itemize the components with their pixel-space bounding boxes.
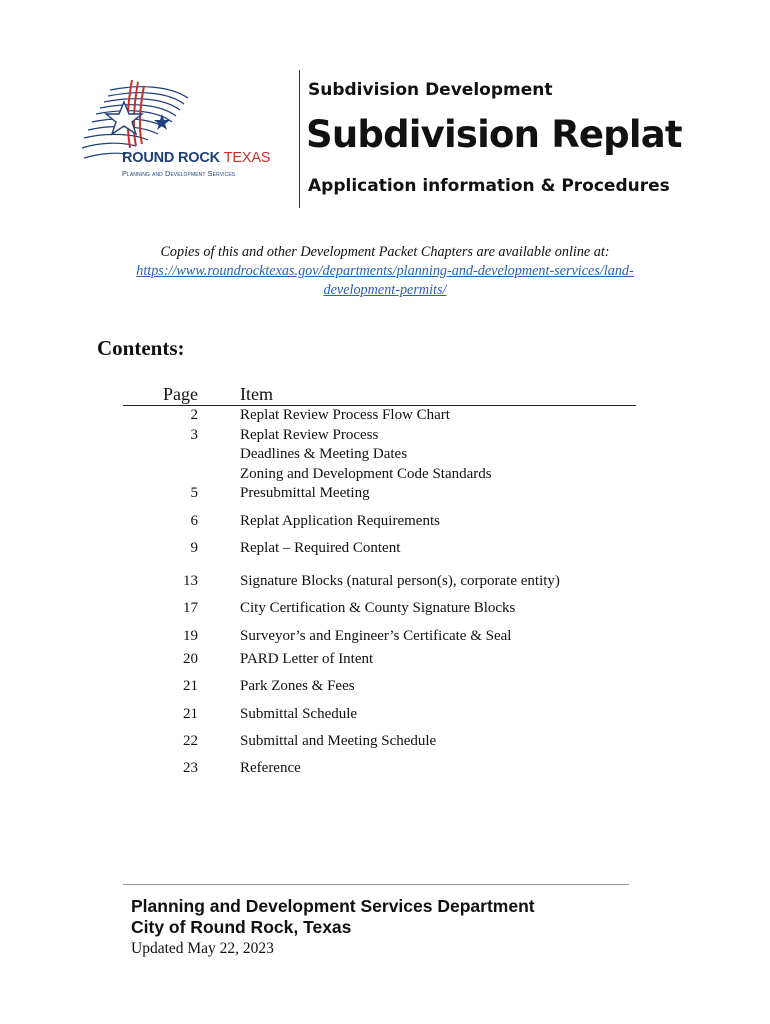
toc-page: 6 <box>190 513 198 529</box>
item-column-header: Item <box>240 384 273 404</box>
toc-item: Submittal Schedule <box>240 706 358 722</box>
toc-item: Replat Application Requirements <box>240 513 440 529</box>
header-divider <box>299 70 300 208</box>
toc-item: Presubmittal Meeting <box>240 485 370 501</box>
toc-item: Zoning and Development Code Standards <box>240 466 492 482</box>
toc-page: 19 <box>183 628 198 644</box>
footer-rule <box>123 884 629 885</box>
page-column-header: Page <box>163 384 198 404</box>
toc-item: Surveyor’s and Engineer’s Certificate & Seal <box>240 628 512 644</box>
packet-link[interactable]: https://www.roundrocktexas.gov/departments/planning-and-development-services/land- development-permits/ <box>136 263 634 298</box>
toc-item: Deadlines & Meeting Dates <box>240 446 408 462</box>
toc-item: City Certification & County Signature Blocks <box>240 600 516 616</box>
toc-item: Replat – Required Content <box>240 540 401 556</box>
logo-wordmark: ROUND ROCK TEXAS <box>122 150 271 166</box>
toc-page: 3 <box>190 427 198 443</box>
toc-page: 22 <box>183 733 198 749</box>
toc-page: 23 <box>183 760 198 776</box>
toc-item: Replat Review Process <box>240 427 379 443</box>
city-logo <box>80 76 292 188</box>
header-subtitle: Subdivision Development <box>308 80 553 100</box>
toc-page: 13 <box>183 573 198 589</box>
copies-text: Copies of this and other Development Packet Chapters are available online at: <box>160 244 610 260</box>
copies-note <box>80 243 690 300</box>
toc-page: 5 <box>190 485 198 501</box>
page-title: Subdivision Replat <box>306 113 682 156</box>
toc-page: 9 <box>190 540 198 556</box>
toc-page: 20 <box>183 651 198 667</box>
header-description: Application information & Procedures <box>308 176 670 196</box>
toc-item: Signature Blocks (natural person(s), corporate entity) <box>240 573 560 589</box>
toc-item: Submittal and Meeting Schedule <box>240 733 437 749</box>
logo-tagline: Planning and Development Services <box>122 169 236 178</box>
toc-page: 21 <box>183 706 198 722</box>
footer-updated-date: Updated May 22, 2023 <box>131 940 274 957</box>
toc-item: Replat Review Process Flow Chart <box>240 407 450 423</box>
footer-city: City of Round Rock, Texas <box>131 917 352 937</box>
footer-department: Planning and Development Services Department <box>131 896 535 916</box>
toc-item: Reference <box>240 760 301 776</box>
toc-item: PARD Letter of Intent <box>240 651 374 667</box>
contents-heading: Contents: <box>97 336 185 360</box>
toc-item: Park Zones & Fees <box>240 678 355 694</box>
toc-page: 2 <box>190 407 198 423</box>
contents-rule <box>123 405 636 406</box>
toc-page: 17 <box>183 600 198 616</box>
toc-page: 21 <box>183 678 198 694</box>
